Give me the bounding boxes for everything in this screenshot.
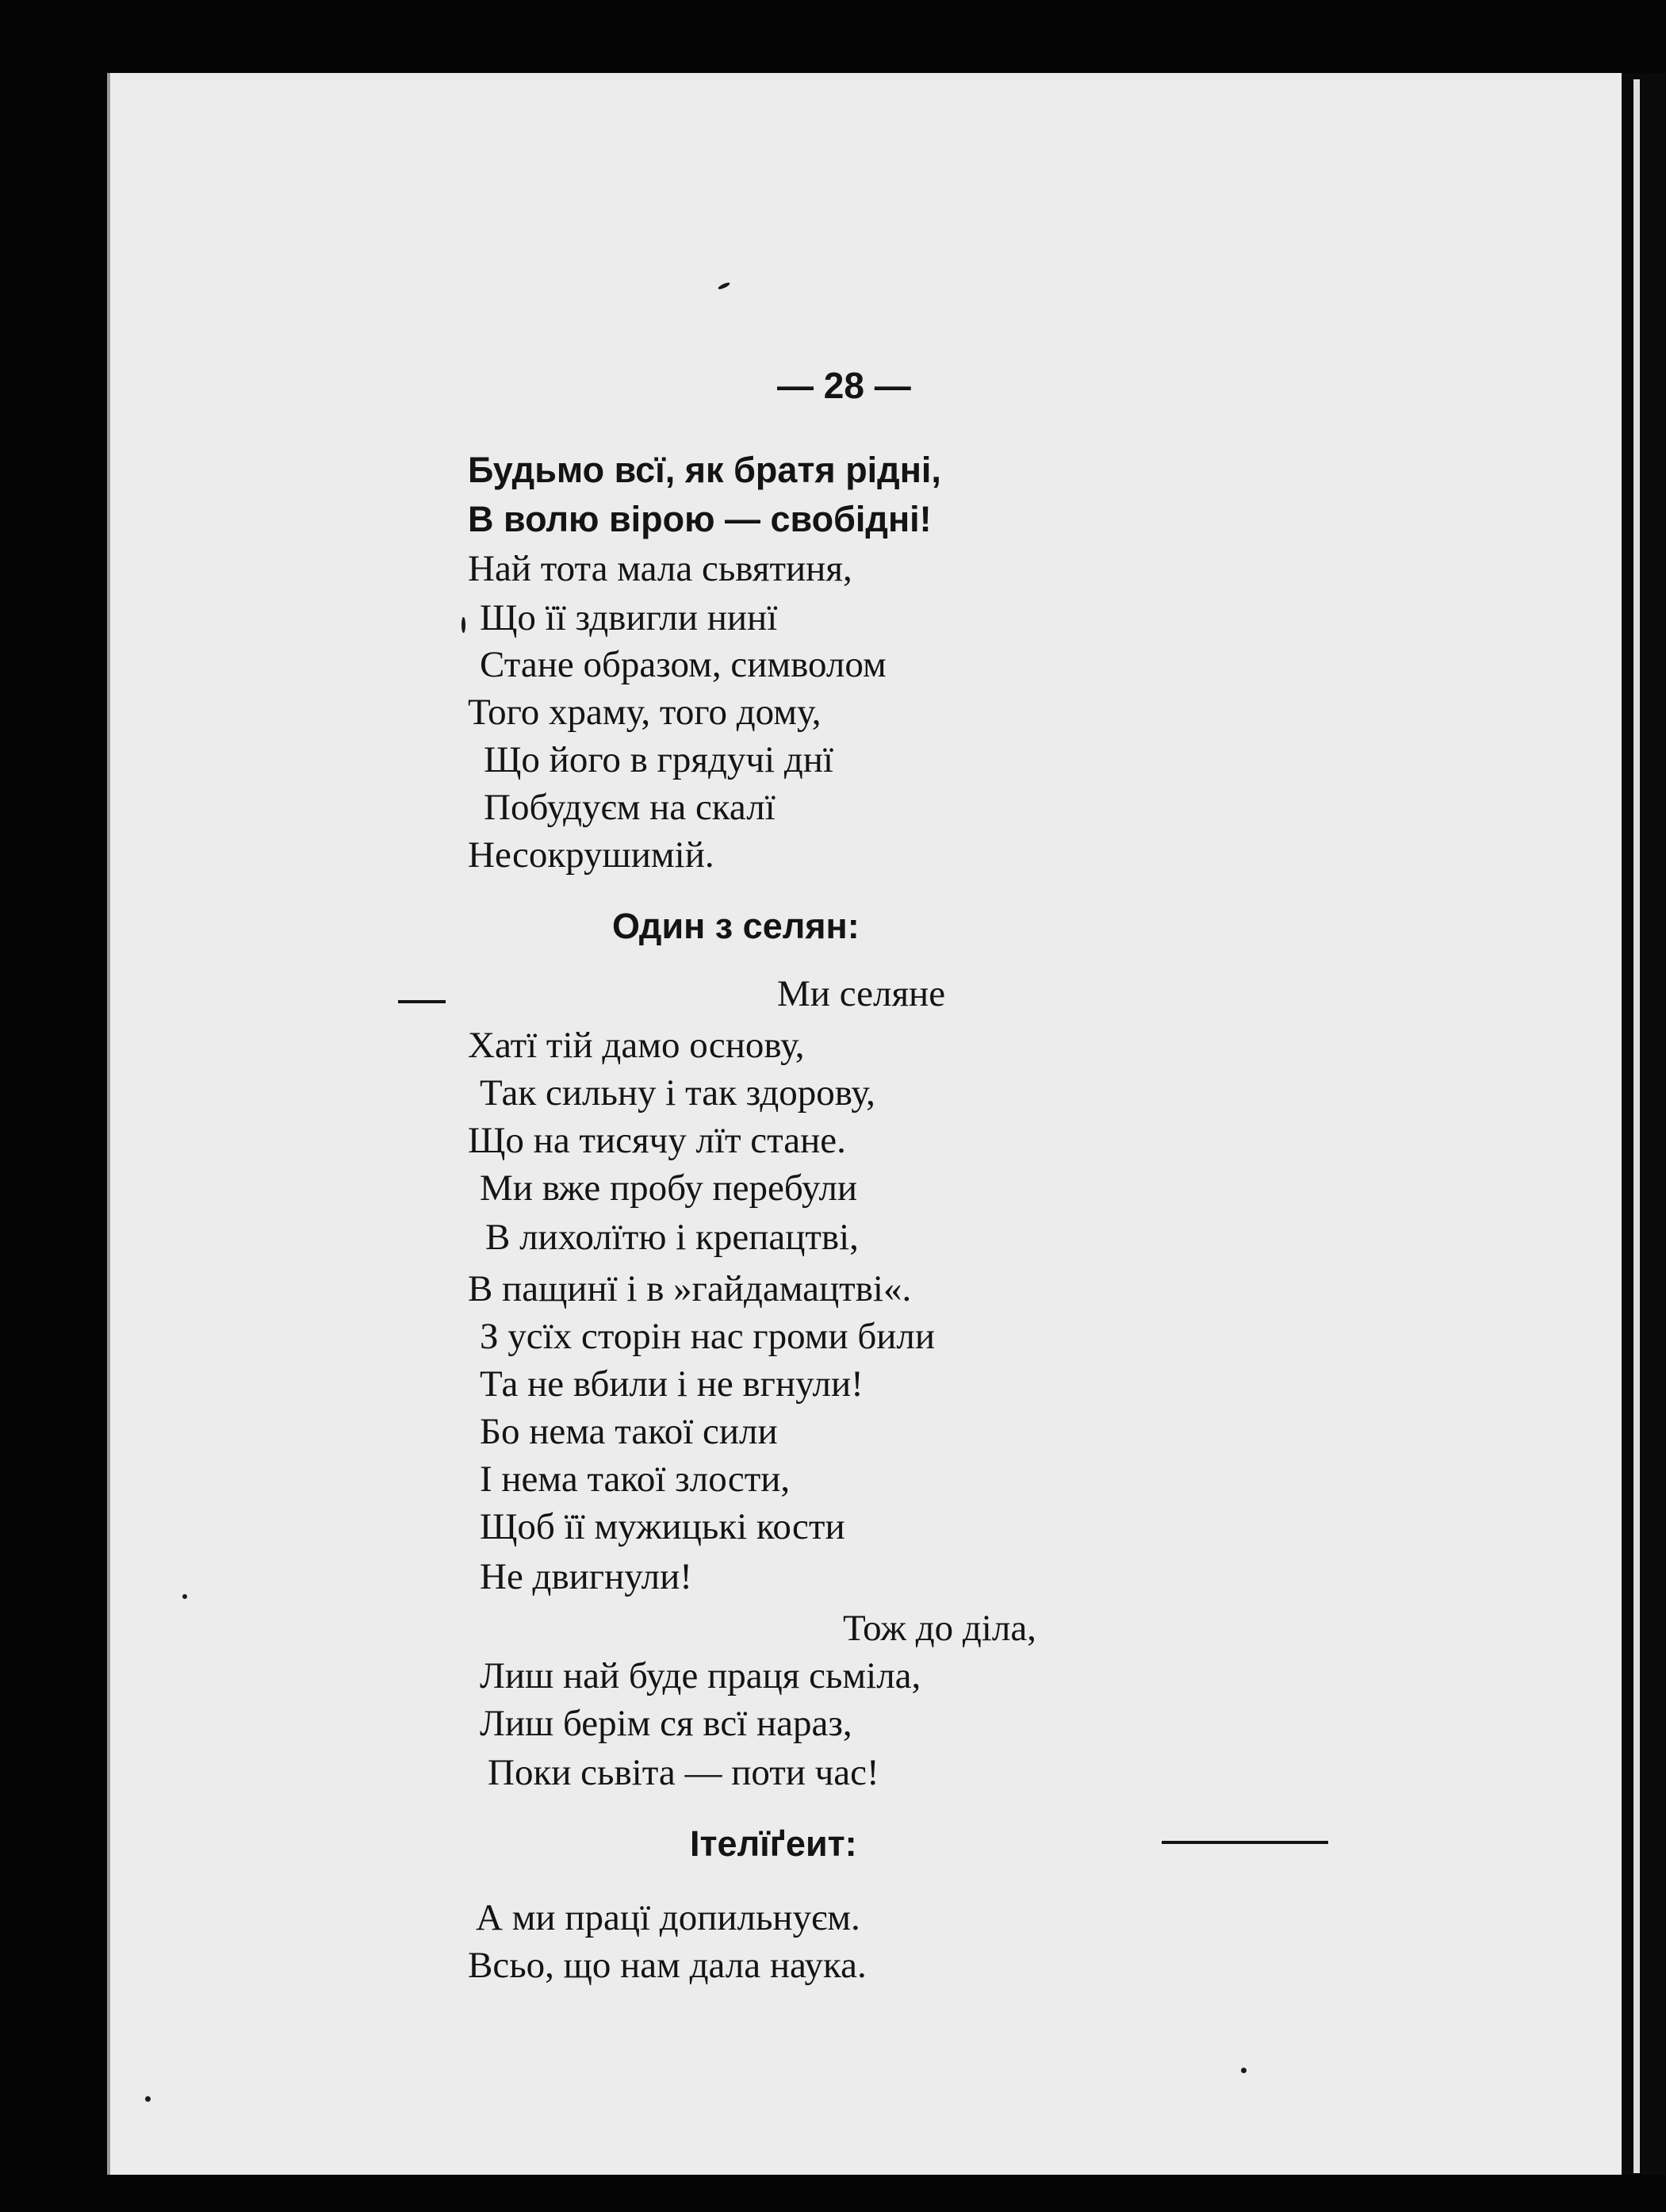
verse-line: Побудуєм на скалї bbox=[484, 787, 776, 828]
verse-line: Най тота мала сьвятиня, bbox=[468, 548, 852, 589]
verse-line: Що її здвигли нинї bbox=[480, 597, 778, 638]
verse-line: Та не вбили і не вгнули! bbox=[480, 1363, 864, 1405]
verse-line: Бо нема такої сили bbox=[480, 1411, 778, 1452]
verse-line: Лиш берім ся всї нараз, bbox=[480, 1703, 852, 1744]
verse-line: Так сильну і так здорову, bbox=[480, 1072, 875, 1114]
verse-line: Тож до діла, bbox=[843, 1608, 1036, 1649]
facing-page-edge bbox=[1622, 73, 1666, 2175]
scan-speck bbox=[182, 1594, 187, 1599]
verse-line: Стане образом, символом bbox=[480, 644, 887, 685]
page-number: — 28 — bbox=[777, 365, 911, 406]
verse-line: Того храму, того дому, bbox=[468, 692, 822, 733]
scan-speck bbox=[145, 2096, 151, 2102]
verse-line: Не двигнули! bbox=[480, 1556, 692, 1597]
verse-line: Лиш най буде праця сьміла, bbox=[480, 1655, 921, 1696]
verse-line: В пащинї і в »гайдамацтві«. bbox=[468, 1268, 912, 1309]
verse-line: Що на тисячу лїт стане. bbox=[468, 1120, 846, 1161]
verse-line: І нема такої злости, bbox=[480, 1459, 791, 1500]
verse-line: Ми селяне bbox=[777, 973, 946, 1014]
verse-line: Що його в грядучі днї bbox=[484, 739, 833, 780]
horizontal-rule bbox=[1162, 1841, 1328, 1844]
scan-speck bbox=[462, 617, 465, 633]
page-edge-highlight bbox=[1633, 79, 1640, 2173]
verse-line: Будьмо всї, як братя рідні, bbox=[468, 450, 941, 490]
verse-line: Хатї тій дамо основу, bbox=[468, 1025, 805, 1066]
speaker-label: Ітелїґеит: bbox=[690, 1823, 857, 1864]
scan-speck bbox=[1241, 2068, 1247, 2073]
verse-line: Ми вже пробу перебули bbox=[480, 1167, 858, 1209]
dash-mark bbox=[398, 1000, 446, 1003]
verse-line: А ми працї допильнуєм. bbox=[476, 1897, 860, 1938]
verse-line: В волю вірою — свобідні! bbox=[468, 499, 932, 539]
verse-line: В лихолїтю і крепацтві, bbox=[485, 1217, 859, 1258]
verse-line: Щоб її мужицькі кости bbox=[480, 1506, 845, 1547]
speaker-label: Один з селян: bbox=[612, 906, 860, 946]
verse-line: З усїх сторін нас громи били bbox=[480, 1316, 936, 1357]
verse-line: Несокрушимій. bbox=[468, 834, 714, 876]
verse-line: Поки сьвіта — поти час! bbox=[488, 1752, 879, 1793]
verse-line: Всьо, що нам дала наука. bbox=[468, 1945, 867, 1986]
